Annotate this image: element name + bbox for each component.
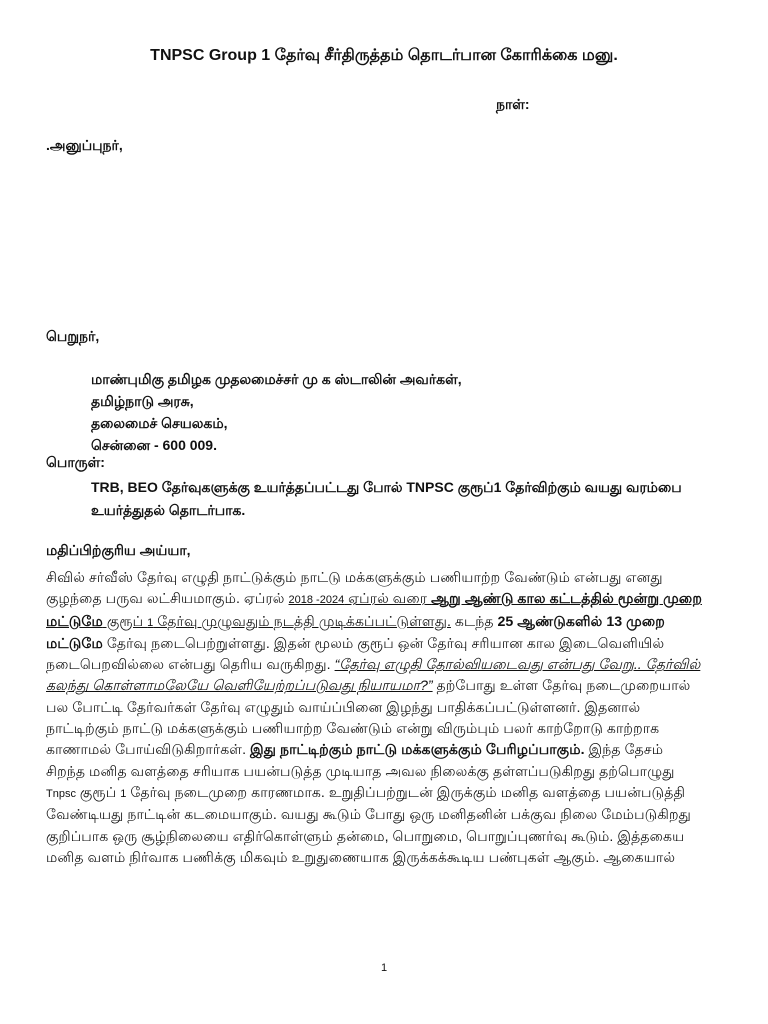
body-text-bold: இது நாட்டிற்கும் நாட்டு மக்களுக்கும் பேரிழப்பாகும்.	[249, 742, 585, 759]
body-text: 1	[120, 787, 127, 800]
address-line: தமிழ்நாடு அரசு,	[91, 393, 194, 409]
address-line: சென்னை - 600 009.	[91, 437, 217, 453]
body-quote: “தேர்வு எழுதி தோல்வியடைவது என்பது வேறு.. தேர்வில் கலந்து கொள்ளாமலேயே வெளியேற்றப்படுவது நியாயமா?”	[46, 657, 701, 695]
body-text: கடந்த	[450, 613, 498, 630]
body-text: சிவில் சர்வீஸ் தேர்வு எழுதி நாட்டுக்கும் நாட்டு மக்களுக்கும் பணியாற்ற வேண்டும் என்பது எனது குழந்தை பருவ லட்சியமாகும். ஏப்ரல்	[46, 570, 663, 608]
body-text-underlined: 2018 -2024	[288, 594, 345, 607]
body-text: தற்போது உள்ள தேர்வு நடைமுறையால் பல போட்டி தேர்வர்கள் தேர்வு எழுதும் வாய்ப்பினை இழந்து பாதிக்கப்பட்டுள்ளனர். இதனால் நாட்டிற்கும் நாட்டு மக்களுக்கும் பணியாற்ற வேண்டும் என்று விரும்பும் பலர் காற்றோடு காற்றாக காணாமல் போய்விடுகிறார்கள்.	[46, 678, 691, 759]
body-text: குரூப்	[75, 784, 121, 801]
date-label: நாள்:	[496, 96, 530, 112]
body-text: தேர்வு நடைமுறை காரணமாக. உறுதிப்பற்றுடன் இருக்கும் மனித வளத்தை பயன்படுத்தி வேண்டியது நாட்டின் கடமையாகும். வயது கூடும் போது ஒரு மனிதனின் பக்குவ நிலை மேம்படுகிறது குறிப்பாக ஒரு சூழ்நிலையை எதிர்கொள்ளும் தன்மை, பொறுமை, பொறுப்புணர்வு கூடும். இத்தகைய மனித வளம் நிர்வாக பணிக்கு மிகவும் உறுதுணையாக இருக்கக்கூடிய பண்புகள் ஆகும். ஆகையால்	[46, 784, 691, 866]
page-number: 1	[380, 962, 388, 974]
address-line: மாண்புமிகு தமிழக முதலமைச்சர் மு க ஸ்டாலின் அவர்கள்,	[91, 371, 462, 387]
body-text-bold-underlined: ஆறு ஆண்டு கால கட்டத்தில் மூன்று முறை மட்டுமே	[46, 591, 702, 630]
document-title: TNPSC Group 1 தேர்வு சீர்திருத்தம் தொடர்பான கோரிக்கை மனு.	[150, 47, 618, 64]
subject-label: பொருள்:	[46, 454, 105, 470]
sender-label: .அனுப்புநர்,	[46, 137, 123, 153]
body-text-underlined: குரூப்	[102, 613, 148, 630]
body-text: Tnpsc	[46, 787, 76, 800]
body-paragraph	[46, 568, 706, 869]
body-text-underlined: தேர்வு முழுவதும் நடத்தி முடிக்கப்பட்டுள்ளது.	[153, 613, 451, 630]
body-text-bold: 25 ஆண்டுகளில் 13 முறை மட்டுமே	[46, 613, 665, 652]
recipient-address	[91, 368, 462, 456]
subject-text: TRB, BEO தேர்வுகளுக்கு உயர்த்தப்பட்டது போல் TNPSC குரூப்1 தேர்விற்கும் வயது வரம்பை உயர்த்துதல் தொடர்பாக.	[91, 479, 682, 518]
body-text: இந்த தேசம் சிறந்த மனித வளத்தை சரியாக பயன்படுத்த முடியாத அவல நிலைக்கு தள்ளப்படுகிறது தற்பொழுது	[46, 742, 675, 780]
salutation: மதிப்பிற்குரிய அய்யா,	[46, 542, 191, 558]
body-text-underlined: 1	[147, 616, 154, 629]
address-line: தலைமைச் செயலகம்,	[91, 415, 228, 431]
recipient-label: பெறுநர்,	[46, 328, 100, 344]
body-text: தேர்வு நடைபெற்றுள்ளது. இதன் மூலம் குரூப் ஒன் தேர்வு சரியான கால இடைவெளியில் நடைபெறவில்லை என்பது தெரிய வருகிறது.	[46, 635, 665, 674]
body-text-underlined: ஏப்ரல் வரை	[344, 591, 432, 608]
